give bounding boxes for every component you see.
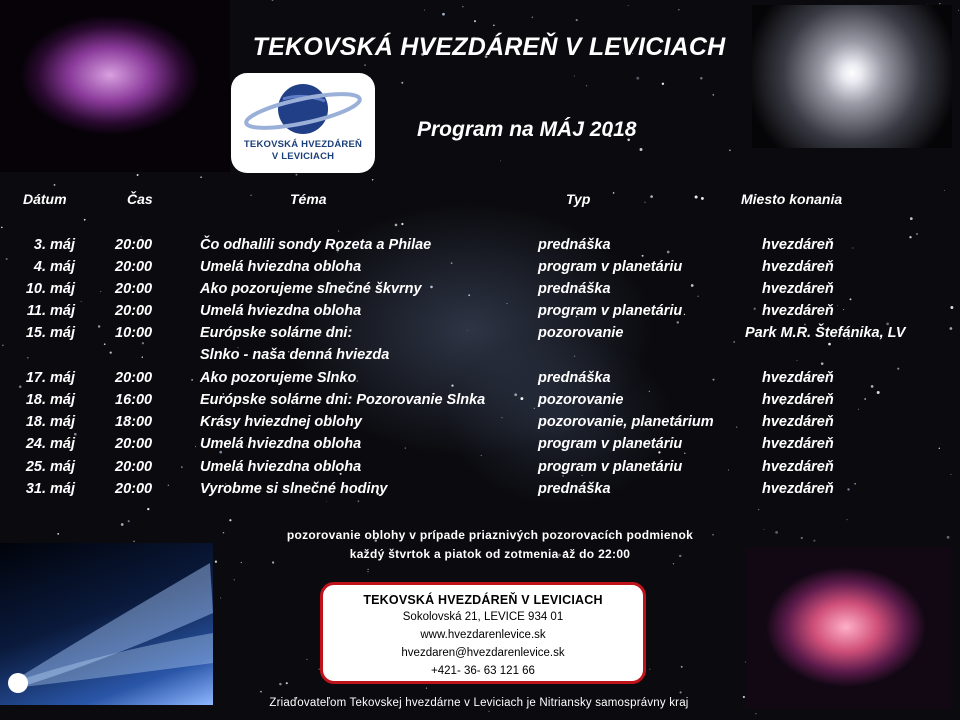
event-date: 18. máj — [25, 414, 75, 430]
contact-phone: +421- 36- 63 121 66 — [431, 665, 535, 677]
event-place: hvezdáreň — [762, 481, 834, 497]
event-type: program v planetáriu — [538, 436, 683, 452]
event-place: hvezdáreň — [762, 259, 834, 275]
event-date: 25. máj — [25, 459, 75, 475]
event-topic: Krásy hviezdnej oblohy — [200, 414, 362, 430]
event-time: 20:00 — [115, 459, 153, 475]
event-place: hvezdáreň — [762, 459, 834, 475]
event-topic: Európske solárne dni: Pozorovanie Slnka — [200, 392, 486, 408]
event-date: 3. máj — [33, 237, 75, 253]
event-topic-line2: Slnko - naša denná hviezda — [200, 347, 390, 363]
observation-notice-line1: pozorovanie oblohy v prípade priaznivých pozorovacích podmienok — [286, 528, 694, 542]
footer-text: Zriaďovateľom Tekovskej hvezdárne v Leviciach je Nitriansky samosprávny kraj — [269, 697, 689, 709]
observatory-logo — [231, 73, 375, 173]
contact-address: Sokolovská 21, LEVICE 934 01 — [402, 611, 564, 623]
globular-cluster-image — [752, 5, 952, 148]
page-title: TEKOVSKÁ HVEZDÁREŇ V LEVICIACH — [252, 33, 726, 61]
event-time: 20:00 — [115, 281, 153, 297]
event-type: prednáška — [538, 370, 611, 386]
event-place: hvezdáreň — [762, 281, 834, 297]
event-time: 18:00 — [115, 414, 153, 430]
event-type: program v planetáriu — [538, 459, 683, 475]
event-time: 16:00 — [115, 392, 153, 408]
column-header-place: Miesto konania — [741, 191, 843, 207]
event-time: 20:00 — [115, 481, 153, 497]
event-place: hvezdáreň — [762, 237, 834, 253]
event-type: prednáška — [538, 237, 611, 253]
event-topic: Umelá hviezdna obloha — [200, 436, 362, 452]
event-time: 20:00 — [115, 237, 153, 253]
event-type: pozorovanie — [538, 392, 624, 408]
event-type: pozorovanie, planetárium — [538, 414, 714, 430]
event-time: 20:00 — [115, 436, 153, 452]
event-date: 4. máj — [33, 259, 75, 275]
event-place: hvezdáreň — [762, 392, 834, 408]
planet-icon — [231, 73, 375, 139]
column-header-topic: Téma — [290, 191, 327, 207]
contact-website: www.hvezdarenlevice.sk — [420, 629, 546, 641]
column-header-time: Čas — [127, 191, 153, 207]
event-place: hvezdáreň — [762, 436, 834, 452]
event-place: Park M.R. Štefánika, LV — [745, 325, 906, 341]
event-type: prednáška — [538, 481, 611, 497]
event-date: 24. máj — [25, 436, 75, 452]
event-place: hvezdáreň — [762, 414, 834, 430]
event-place: hvezdáreň — [762, 370, 834, 386]
event-topic: Ako pozorujeme Slnko — [200, 370, 357, 386]
event-date: 31. máj — [25, 481, 75, 497]
contact-box — [320, 582, 646, 684]
trifid-nebula-image — [746, 547, 952, 709]
contact-email: hvezdaren@hvezdarenlevice.sk — [401, 647, 565, 659]
event-topic: Umelá hviezdna obloha — [200, 459, 362, 475]
event-type: program v planetáriu — [538, 259, 683, 275]
event-date: 15. máj — [25, 325, 75, 341]
event-date: 10. máj — [25, 281, 75, 297]
event-topic: Vyrobme si slnečné hodiny — [200, 481, 388, 497]
observation-notice-line2: každý štvrtok a piatok od zotmenia až do 22:00 — [349, 547, 631, 561]
column-header-date: Dátum — [23, 191, 67, 207]
event-time: 20:00 — [115, 303, 153, 319]
event-time: 10:00 — [115, 325, 153, 341]
event-time: 20:00 — [115, 259, 153, 275]
event-time: 20:00 — [115, 370, 153, 386]
orion-nebula-image — [0, 0, 230, 172]
event-date: 18. máj — [25, 392, 75, 408]
event-type: program v planetáriu — [538, 303, 683, 319]
logo-text: TEKOVSKÁ HVEZDÁREŇ V LEVICIACH — [243, 139, 363, 162]
event-topic: Umelá hviezdna obloha — [200, 259, 362, 275]
column-header-type: Typ — [566, 191, 591, 207]
event-topic: Umelá hviezdna obloha — [200, 303, 362, 319]
event-topic: Európske solárne dni: — [200, 325, 353, 341]
program-title: Program na MÁJ 2018 — [417, 118, 637, 141]
event-type: pozorovanie — [538, 325, 624, 341]
comet-image — [0, 543, 213, 705]
event-type: prednáška — [538, 281, 611, 297]
event-topic: Čo odhalili sondy Rozeta a Philae — [200, 237, 432, 253]
event-topic: Ako pozorujeme slnečné škvrny — [200, 281, 422, 297]
contact-organization: TEKOVSKÁ HVEZDÁREŇ V LEVICIACH — [363, 593, 603, 607]
event-place: hvezdáreň — [762, 303, 834, 319]
event-date: 11. máj — [26, 303, 75, 319]
event-date: 17. máj — [25, 370, 75, 386]
